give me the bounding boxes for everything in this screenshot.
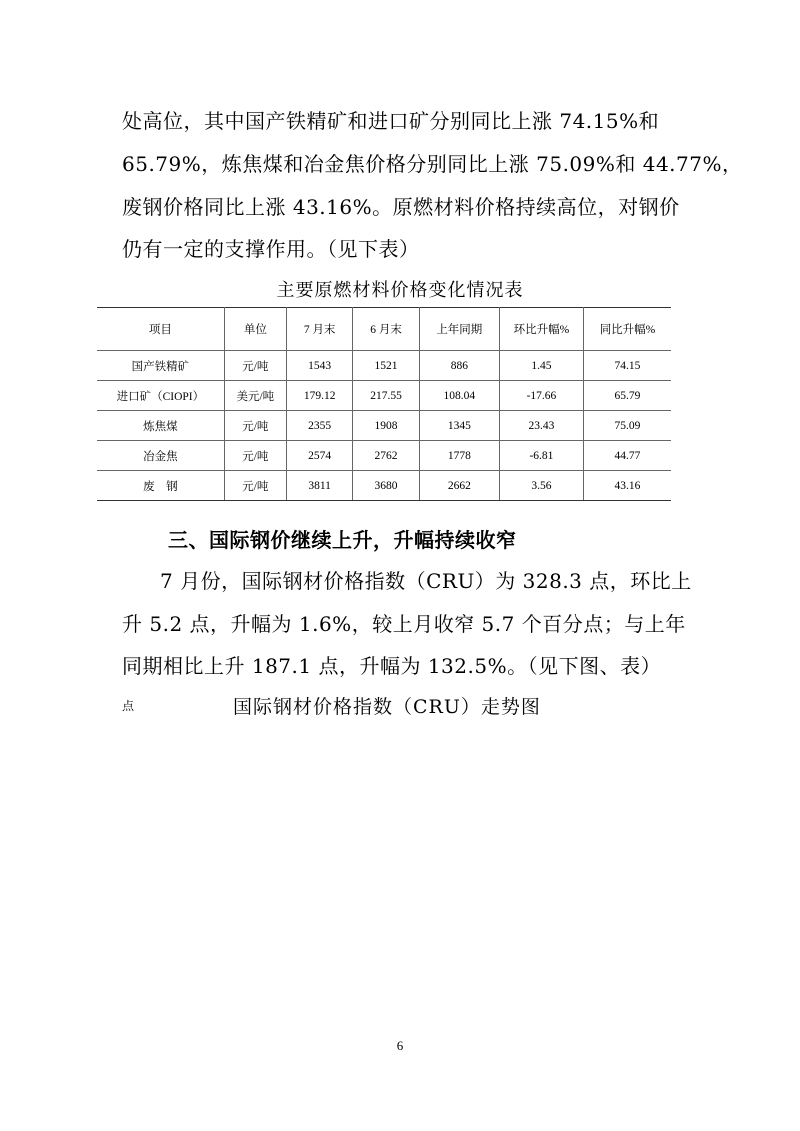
table-cell: 1521 xyxy=(353,351,419,381)
table-cell: 3680 xyxy=(353,471,419,501)
paragraph-line: 仍有一定的支撑作用。（见下表） xyxy=(122,237,420,261)
column-header: 环比升幅% xyxy=(499,308,583,351)
table-cell: 3811 xyxy=(286,471,352,501)
column-header: 同比升幅% xyxy=(583,308,671,351)
table-cell: 美元/吨 xyxy=(224,381,286,411)
table-cell: 1908 xyxy=(353,411,419,441)
table-row xyxy=(97,381,671,411)
table-cell: 2574 xyxy=(286,441,352,471)
paragraph-line: 7 月份，国际钢材价格指数（CRU）为 328.3 点，环比上 xyxy=(160,569,692,593)
table-cell: 44.77 xyxy=(583,441,671,471)
table-cell: 1.45 xyxy=(499,351,583,381)
table-cell: 废 钢 xyxy=(97,471,224,501)
paragraph-line: 升 5.2 点，升幅为 1.6%，较上月收窄 5.7 个百分点；与上年 xyxy=(122,612,686,636)
table-cell: 元/吨 xyxy=(224,351,286,381)
table-cell: 元/吨 xyxy=(224,411,286,441)
paragraph-line: 废钢价格同比上涨 43.16%。原燃材料价格持续高位，对钢价 xyxy=(122,195,680,219)
chart-unit-label: 点 xyxy=(122,699,135,713)
table-row xyxy=(97,471,671,501)
column-header: 单位 xyxy=(224,308,286,351)
price-table xyxy=(97,307,671,501)
column-header: 项目 xyxy=(97,308,224,351)
table-cell: 3.56 xyxy=(499,471,583,501)
table-cell: -6.81 xyxy=(499,441,583,471)
table-cell: 元/吨 xyxy=(224,471,286,501)
table-row xyxy=(97,411,671,441)
table-cell: 炼焦煤 xyxy=(97,411,224,441)
table-cell: 886 xyxy=(419,351,499,381)
table-cell: 进口矿（CIOPI） xyxy=(97,381,224,411)
table-title: 主要原燃材料价格变化情况表 xyxy=(276,280,524,301)
section-heading: 三、国际钢价继续上升，升幅持续收窄 xyxy=(168,528,517,552)
chart-title: 国际钢材价格指数（CRU）走势图 xyxy=(233,696,541,718)
table-cell: 74.15 xyxy=(583,351,671,381)
table-cell: 75.09 xyxy=(583,411,671,441)
table-header-row xyxy=(97,308,671,351)
table-cell: 1778 xyxy=(419,441,499,471)
table-row xyxy=(97,351,671,381)
column-header: 上年同期 xyxy=(419,308,499,351)
paragraph-line: 65.79%，炼焦煤和冶金焦价格分别同比上涨 75.09%和 44.77%， xyxy=(122,152,743,176)
table-cell: 23.43 xyxy=(499,411,583,441)
table-row xyxy=(97,441,671,471)
table-cell: 国产铁精矿 xyxy=(97,351,224,381)
page-number: 6 xyxy=(396,1038,404,1053)
table-cell: 43.16 xyxy=(583,471,671,501)
table-cell: 元/吨 xyxy=(224,441,286,471)
table-cell: 2762 xyxy=(353,441,419,471)
table-cell: 179.12 xyxy=(286,381,352,411)
table-cell: 2355 xyxy=(286,411,352,441)
table-cell: -17.66 xyxy=(499,381,583,411)
table-cell: 冶金焦 xyxy=(97,441,224,471)
table-cell: 217.55 xyxy=(353,381,419,411)
table-cell: 65.79 xyxy=(583,381,671,411)
column-header: 7 月末 xyxy=(286,308,352,351)
table-cell: 2662 xyxy=(419,471,499,501)
column-header: 6 月末 xyxy=(353,308,419,351)
table-cell: 108.04 xyxy=(419,381,499,411)
table-cell: 1543 xyxy=(286,351,352,381)
paragraph-line: 同期相比上升 187.1 点，升幅为 132.5%。（见下图、表） xyxy=(122,654,662,678)
paragraph-line: 处高位，其中国产铁精矿和进口矿分别同比上涨 74.15%和 xyxy=(122,109,660,133)
table-cell: 1345 xyxy=(419,411,499,441)
